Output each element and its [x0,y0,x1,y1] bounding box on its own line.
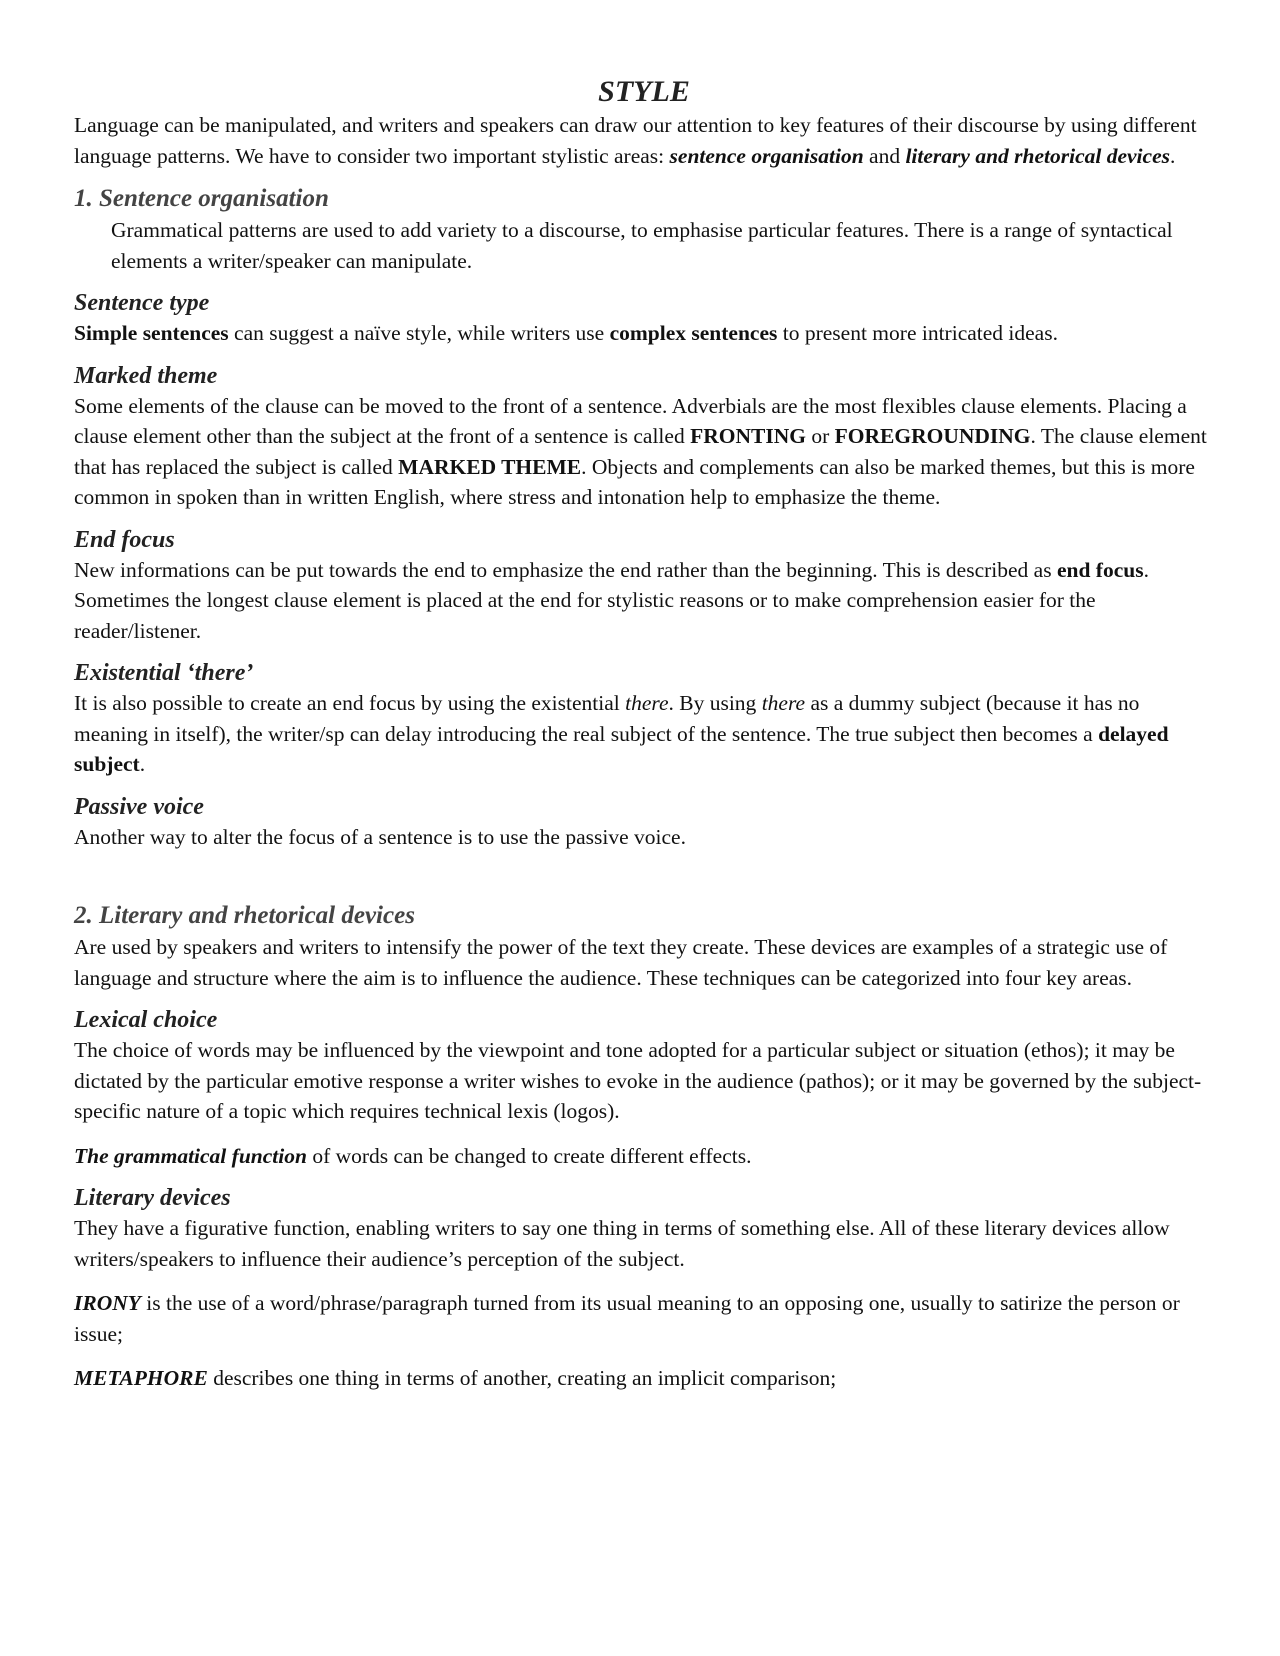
subheading-marked-theme: Marked theme [74,362,218,389]
marked-theme-text-b: or [805,424,835,448]
existential-text-d: . [139,752,146,776]
lexical-choice-paragraph: The choice of words may be influenced by the viewpoint and tone adopted for a particular subject or situation (ethos); it may be dictated by the particular emotive response a writer wishes to evoke in the audience (pathos); or it may be governed by the subject-specific nature of a topic which requires technical lexis (logos). [74,1038,1202,1123]
literary-devices-paragraph: They have a figurative function, enabling writers to say one thing in terms of something else. All of these literary devices allow writers/speakers to influence their audience’s perception of the subject. [74,1216,1170,1271]
sentence-type-text-a: can suggest a naïve style, while writers use [228,321,610,345]
metaphore-paragraph [74,1363,1214,1394]
subheading-sentence-type: Sentence type [74,290,210,316]
intro-text-b: and [863,143,906,168]
term-delayed-subject: delayed subject [74,721,1169,776]
irony-text: is the use of a word/phrase/paragraph turned from its usual meaning to an opposing one, usually to satirize the person or issue; [74,1291,1180,1346]
marked-theme-text-a: Some elements of the clause can be moved to the front of a sentence. Adverbials are the most flexibles clause elements. Placing a clause element other than the subject at the front of a sentence is called [74,393,1187,448]
term-literary-devices: literary and rhetorical devices [905,143,1170,168]
end-focus-paragraph [74,555,1214,647]
term-metaphore: METAPHORE [74,1366,208,1390]
existential-text-a: It is also possible to create an end focus by using the existential [74,691,626,715]
section-heading-literary-rhetorical-devices: 2. Literary and rhetorical devices [74,902,415,929]
italic-there-2: there [761,691,806,715]
term-simple-sentences: Simple sentences [74,321,229,345]
subheading-literary-devices: Literary devices [74,1185,231,1211]
term-fronting: FRONTING [690,424,806,448]
term-grammatical-function: The grammatical function [74,1143,307,1168]
section2-body: Are used by speakers and writers to intensify the power of the text they create. These devices are examples of a strategic use of language and structure where the aim is to influence the audience. These techniques can be categorized into four key areas. [74,935,1168,990]
grammatical-function-text: of words can be changed to create different effects. [306,1143,752,1168]
subheading-passive-voice: Passive voice [74,793,204,820]
marked-theme-text-d: . Objects and complements can also be marked themes, but this is more common in spoken than in written English, where stress and intonation help to emphasize the theme. [74,454,1195,509]
subheading-lexical-choice: Lexical choice [74,1007,218,1033]
passive-voice-paragraph: Another way to alter the focus of a sentence is to use the passive voice. [74,824,686,849]
term-sentence-organisation: sentence organisation [669,143,864,168]
term-marked-theme: MARKED THEME [398,454,582,479]
existential-text-b: . By using [668,691,762,715]
existential-there-paragraph [74,688,1214,780]
intro-text-c: . [1169,143,1176,168]
irony-paragraph [74,1288,1214,1349]
metaphore-text: describes one thing in terms of another, creating an implicit comparison; [207,1366,837,1390]
grammatical-function-paragraph [74,1141,1214,1172]
end-focus-text-a: New informations can be put towards the end to emphasize the end rather than the beginning. This is described as [74,557,1057,582]
section1-body: Grammatical patterns are used to add variety to a discourse, to emphasise particular features. There is a range of syntactical elements a writer/speaker can manipulate. [111,218,1173,273]
section-heading-sentence-organisation: 1. Sentence organisation [74,185,329,212]
subheading-end-focus: End focus [74,526,175,553]
intro-text-a: Language can be manipulated, and writers and speakers can draw our attention to key features of their discourse by using different language patterns. We have to consider two important stylistic areas: [74,113,1197,168]
existential-text-c: as a dummy subject (because it has no meaning in itself), the writer/sp can delay introducing the real subject of the sentence. The true subject then becomes a [74,691,1140,746]
italic-there-1: there [625,691,669,715]
marked-theme-paragraph [74,391,1214,513]
end-focus-text-b: . Sometimes the longest clause element is placed at the end for stylistic reasons or to make comprehension easier for the reader/listener. [74,557,1149,643]
term-complex-sentences: complex sentences [609,321,778,345]
marked-theme-text-c: . The clause element that has replaced the subject is called [74,424,1207,479]
subheading-existential-there: Existential ‘there’ [74,660,254,686]
page-title: STYLE [598,75,690,108]
term-end-focus: end focus [1056,557,1144,582]
term-irony: IRONY [74,1291,141,1315]
intro-paragraph [74,110,1214,171]
sentence-type-paragraph [74,318,1214,349]
document-page [74,74,1214,1394]
term-foregrounding: FOREGROUNDING [834,424,1031,448]
sentence-type-text-b: to present more intricated ideas. [777,321,1058,345]
